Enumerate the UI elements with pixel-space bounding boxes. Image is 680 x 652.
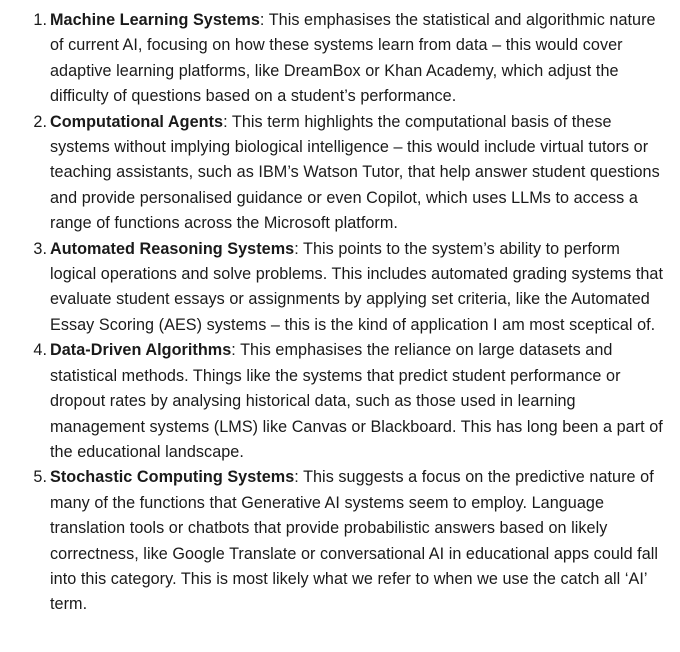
list-item-5 (33, 465, 666, 617)
list-number: 3. (33, 239, 47, 258)
list-number: 5. (33, 468, 47, 487)
list-number: 4. (33, 341, 47, 360)
numbered-list (33, 8, 666, 618)
term-description: : This emphasises the reliance on large datasets and statistical methods. Things like the systems that predict student performance or dropout rates by analysing historical data, such as those used in learning management systems (LMS) like Canvas or Blackboard. This has long been a part of the educational landscape. (50, 341, 663, 461)
term-description: : This points to the system’s ability to perform logical operations and solve problems. This includes automated grading systems that evaluate student essays or assignments by applying set criteria, like the Automated Essay Scoring (AES) systems – this is the kind of application I am most sceptical of. (50, 239, 664, 334)
list-item-3 (33, 237, 666, 339)
term-description: : This emphasises the statistical and algorithmic nature of current AI, focusing on how these systems learn from data – this would cover adaptive learning platforms, like DreamBox or Khan Academy, which adjust the difficulty of questions based on a student’s performance. (50, 11, 656, 106)
term-name: Machine Learning Systems (50, 11, 260, 29)
term-name: Computational Agents (50, 112, 224, 131)
list-item-2 (33, 110, 666, 237)
term-name: Stochastic Computing Systems (50, 468, 295, 487)
list-number: 1. (33, 11, 47, 29)
list-number: 2. (33, 112, 47, 131)
list-item-1 (33, 8, 666, 110)
term-description: : This suggests a focus on the predictive nature of many of the functions that Generative AI systems seem to employ. Language translation tools or chatbots that provide probabilistic answers based on likely correctness, like Google Translate or conversational AI in educational apps could fall into this category. This is most likely what we refer to when we use the catch all ‘AI’ term. (50, 468, 659, 614)
term-name: Data-Driven Algorithms (50, 341, 232, 360)
term-description: : This term highlights the computational basis of these systems without implying biological intelligence – this would include virtual tutors or teaching assistants, such as IBM’s Watson Tutor, that help answer student questions and provide personalised guidance or even Copilot, which uses LLMs to access a range of functions across the Microsoft platform. (50, 112, 660, 233)
list-item-4 (33, 338, 666, 465)
term-name: Automated Reasoning Systems (50, 239, 295, 258)
